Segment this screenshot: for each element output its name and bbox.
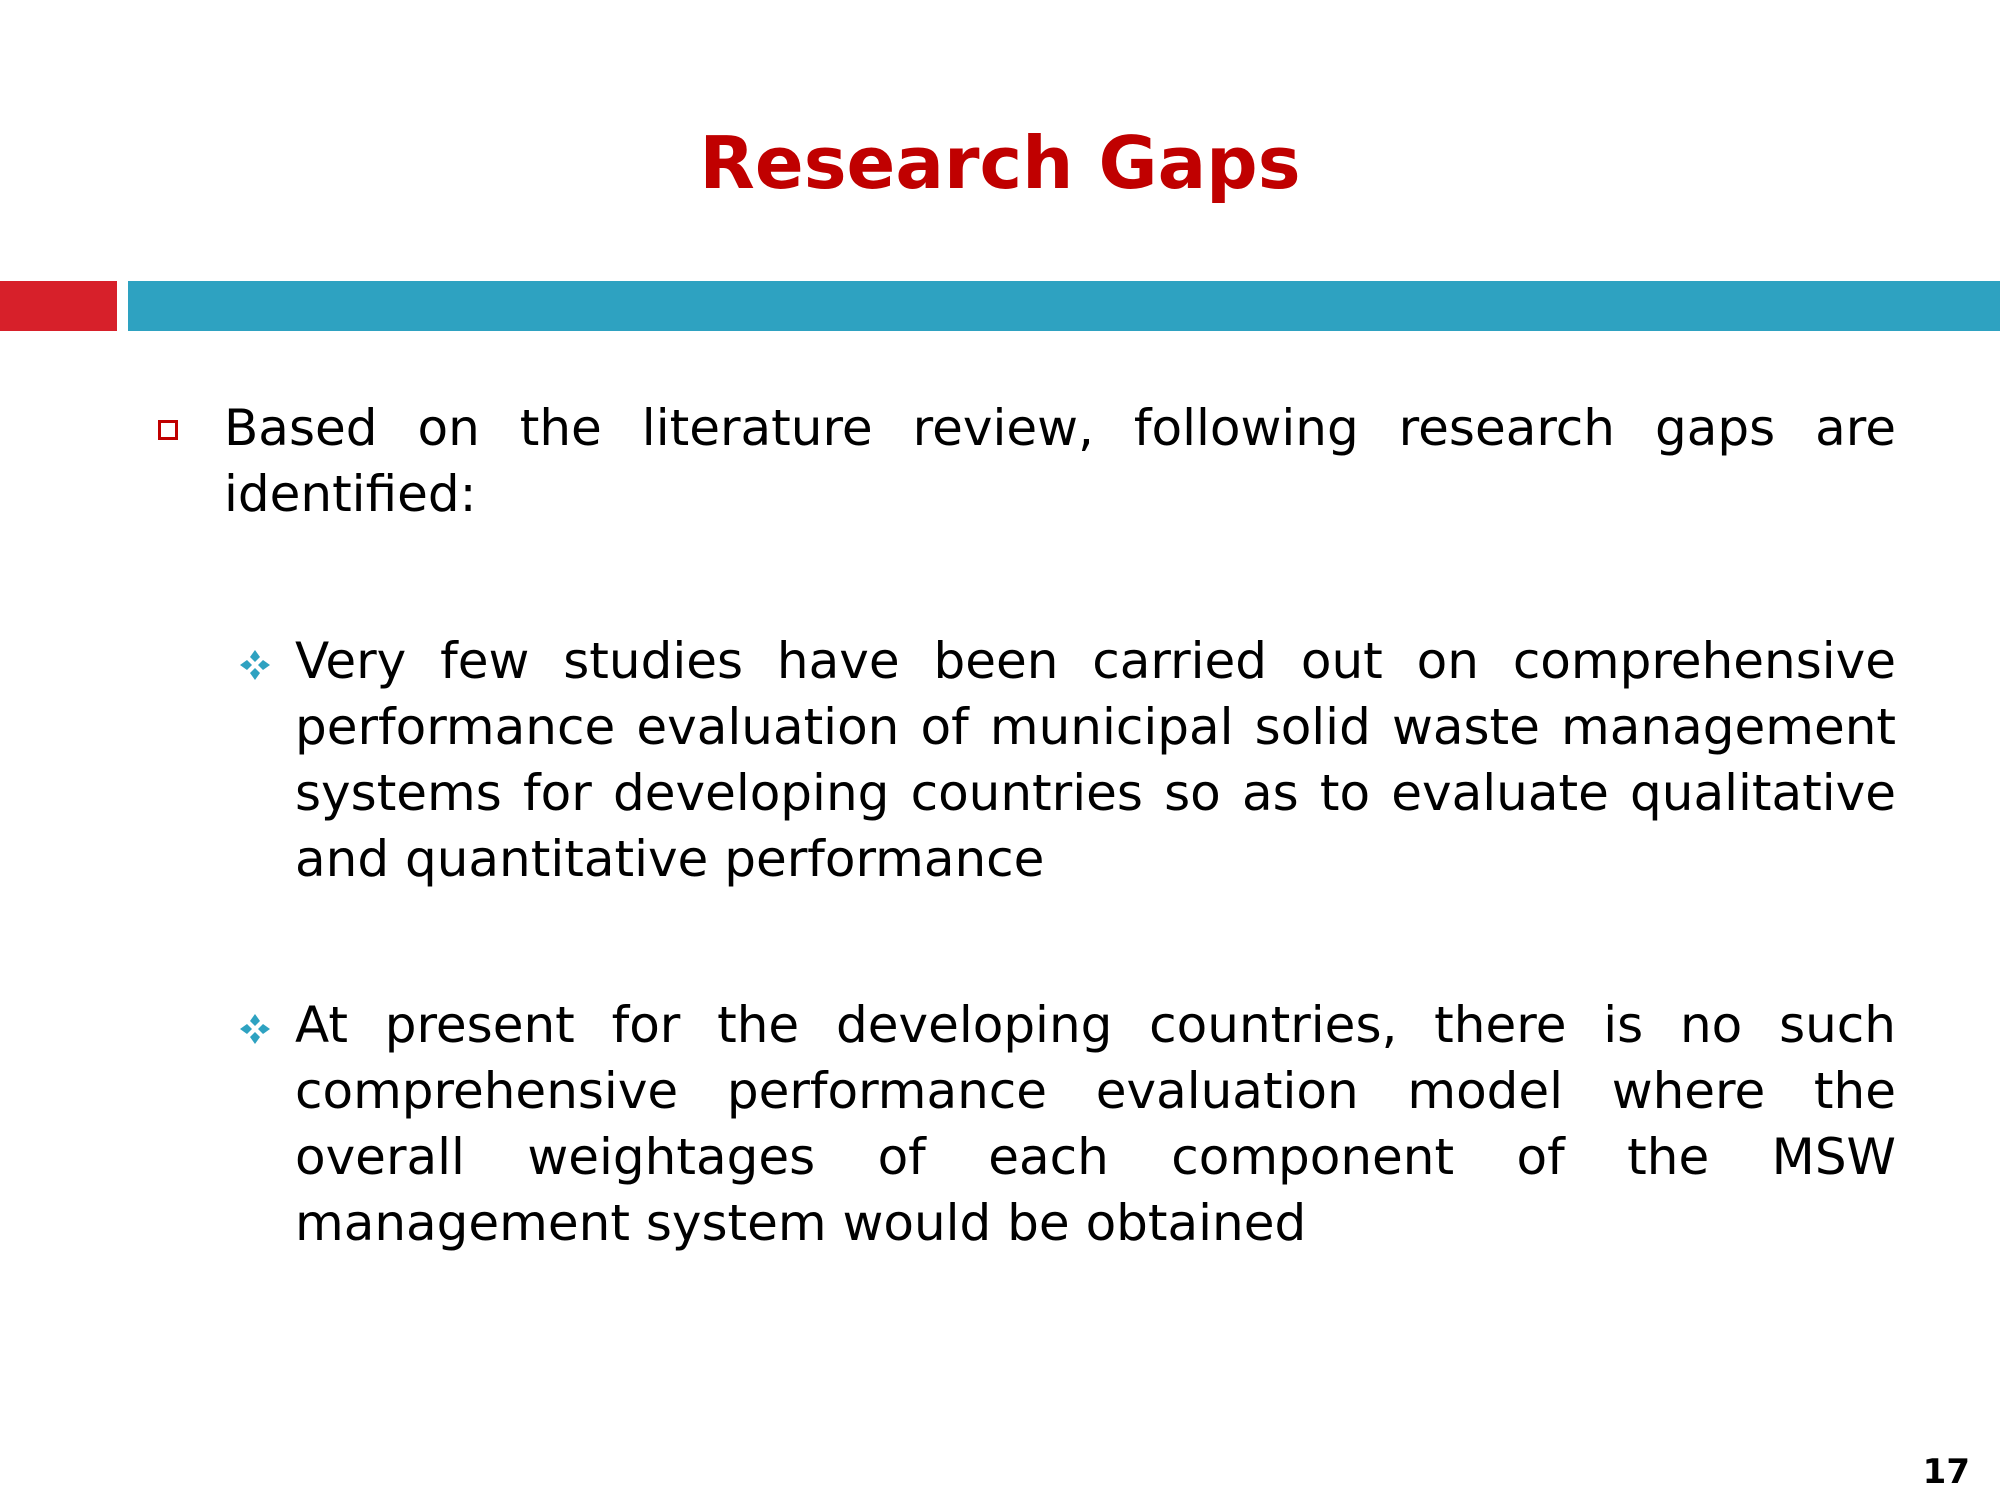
intro-text: Based on the literature review, following research gaps are identified: [224, 399, 1896, 523]
diamond-bullet-icon [238, 648, 272, 682]
page-number: 17 [1922, 1452, 1970, 1492]
gap-item-1: Very few studies have been carried out on comprehensive performance evaluation of municipal solid waste management systems for developing countries so as to evaluate qualitative and quantitative performance [295, 632, 1896, 888]
slide-title: Research Gaps [699, 121, 1301, 205]
diamond-bullet-icon [238, 1012, 272, 1046]
accent-bar-red [0, 281, 117, 331]
gap-item-2: At present for the developing countries, there is no such comprehensive performance evaluation model where the overall weightages of each component of the MSW management system would be obtained [295, 996, 1896, 1252]
accent-bar-blue [128, 281, 2000, 331]
square-bullet-icon [158, 420, 178, 440]
